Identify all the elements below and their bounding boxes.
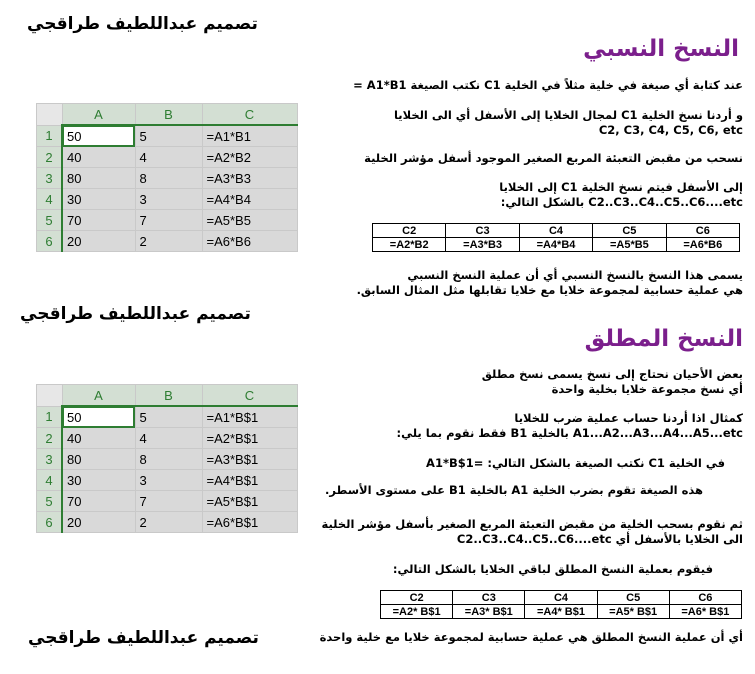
- formula-header-cell: C6: [669, 591, 741, 605]
- cell-a[interactable]: 30: [62, 189, 135, 210]
- excel-sheet-absolute: [36, 384, 298, 533]
- absolute-para-5-line-2: الى الخلايا بالأسفل أي C2..C3..C4..C5..C6....etc: [456, 532, 743, 546]
- absolute-para-2-line-2: A1...A2...A3...A4...A5...etc بالخلية B1 فقط نقوم بما يلي:: [396, 426, 743, 440]
- relative-para-3-line: نسحب من مقبض التعبئة المربع الصغير الموجود أسفل مؤشر الخلية: [364, 151, 743, 165]
- row-header[interactable]: 1: [37, 406, 63, 428]
- absolute-para-4: [313, 483, 743, 498]
- formula-table-header-row: [381, 591, 742, 605]
- formula-value-cell: =A5*B5: [593, 238, 666, 252]
- sheet-row: [37, 428, 298, 449]
- formula-table-value-row: [373, 238, 740, 252]
- row-header[interactable]: 3: [37, 168, 63, 189]
- absolute-para-7-line: أي أن عملية النسخ المطلق هي عملية حسابية لمجموعة خلايا مع خلية واحدة: [319, 630, 743, 644]
- author-credit-bottom: تصميم عبداللطيف طراقجي: [28, 628, 259, 648]
- sheet-row: [37, 470, 298, 491]
- cell-a[interactable]: 40: [62, 147, 135, 168]
- select-all-corner[interactable]: [37, 385, 63, 407]
- absolute-para-4-line: هذه الصيغة تقوم بضرب الخلية A1 بالخلية B1 على مستوى الأسطر.: [324, 483, 703, 497]
- cell-b[interactable]: 7: [135, 491, 202, 512]
- relative-para-2-line-1: و أردنا نسخ الخلية C1 لمجال الخلايا إلى الأسفل أي الى الخلايا: [393, 108, 743, 122]
- relative-para-4-line-1: إلى الأسفل فيتم نسخ الخلية C1 إلى الخلايا: [499, 180, 743, 194]
- row-header[interactable]: 6: [37, 231, 63, 252]
- cell-c[interactable]: =A5*B5: [202, 210, 297, 231]
- absolute-para-5: [313, 517, 743, 547]
- section-title-relative-copy: النسخ النسبي: [583, 36, 739, 62]
- absolute-para-6-line: فيقوم بعملية النسخ المطلق لباقي الخلايا بالشكل التالي:: [392, 562, 713, 576]
- absolute-para-5-line-1: ثم نقوم بسحب الخلية من مقبض التعبئة المربع الصغير بأسفل مؤشر الخلية: [321, 517, 743, 531]
- sheet-row: [37, 147, 298, 168]
- cell-c[interactable]: =A2*B$1: [202, 428, 297, 449]
- formula-header-cell: C6: [666, 224, 739, 238]
- cell-a[interactable]: 30: [62, 470, 135, 491]
- cell-b[interactable]: 2: [135, 231, 202, 252]
- formula-header-cell: C3: [453, 591, 525, 605]
- cell-b[interactable]: 4: [135, 428, 202, 449]
- cell-b[interactable]: 3: [135, 470, 202, 491]
- formula-value-cell: =A2* B$1: [381, 605, 453, 619]
- sheet-row: [37, 231, 298, 252]
- select-all-corner[interactable]: [37, 104, 63, 126]
- row-header[interactable]: 6: [37, 512, 63, 533]
- row-header[interactable]: 4: [37, 189, 63, 210]
- sheet-row: [37, 189, 298, 210]
- absolute-para-3-line: في الخلية C1 نكتب الصيغة بالشكل التالي: =A1*B$1: [426, 456, 725, 470]
- sheet-row: [37, 125, 298, 147]
- formula-header-cell: C4: [525, 591, 597, 605]
- excel-sheet-relative: [36, 103, 298, 252]
- sheet-row: [37, 491, 298, 512]
- formula-value-cell: =A4* B$1: [525, 605, 597, 619]
- cell-c[interactable]: =A3*B3: [202, 168, 297, 189]
- cell-a[interactable]: 80: [62, 449, 135, 470]
- column-header-a[interactable]: A: [62, 104, 135, 126]
- relative-para-1-line: عند كتابة أي صيغة في خلية مثلاً في الخلية C1 نكتب الصيغة A1*B1 =: [353, 78, 743, 92]
- cell-a[interactable]: 70: [62, 210, 135, 231]
- row-header[interactable]: 5: [37, 210, 63, 231]
- absolute-para-1-line-1: بعض الأحيان نحتاج إلى نسخ يسمى نسخ مطلق: [481, 367, 743, 381]
- formula-value-cell: =A2*B2: [373, 238, 446, 252]
- sheet-row: [37, 406, 298, 428]
- formula-value-cell: =A4*B4: [519, 238, 592, 252]
- sheet-row: [37, 210, 298, 231]
- author-credit-middle: تصميم عبداللطيف طراقجي: [20, 304, 251, 324]
- cell-c[interactable]: =A3*B$1: [202, 449, 297, 470]
- relative-para-5: [313, 268, 743, 298]
- formula-value-cell: =A6* B$1: [669, 605, 741, 619]
- formula-value-cell: =A6*B6: [666, 238, 739, 252]
- cell-b[interactable]: 7: [135, 210, 202, 231]
- formula-header-cell: C5: [597, 591, 669, 605]
- cell-b[interactable]: 4: [135, 147, 202, 168]
- relative-para-5-line-2: هي عملية حسابية لمجموعة خلايا مع خلايا تقابلها مثل المثال السابق.: [356, 283, 743, 297]
- formula-value-cell: =A3* B$1: [453, 605, 525, 619]
- absolute-para-6: [313, 562, 743, 577]
- absolute-para-7: [283, 630, 743, 645]
- section-title-absolute-copy: النسخ المطلق: [584, 326, 743, 352]
- row-header[interactable]: 1: [37, 125, 63, 147]
- cell-a1[interactable]: 50: [62, 125, 135, 147]
- row-header[interactable]: 2: [37, 428, 63, 449]
- cell-a1[interactable]: 50: [62, 406, 135, 428]
- row-header[interactable]: 5: [37, 491, 63, 512]
- relative-para-1: [313, 78, 743, 93]
- relative-para-4: [313, 180, 743, 210]
- column-header-b[interactable]: B: [135, 104, 202, 126]
- absolute-para-2-line-1: كمثال اذا أردنا حساب عملية ضرب للخلايا: [514, 411, 743, 425]
- relative-para-5-line-1: يسمى هذا النسخ بالنسخ النسبي أي أن عملية النسخ النسبي: [407, 268, 743, 282]
- column-header-b[interactable]: B: [135, 385, 202, 407]
- sheet-row: [37, 168, 298, 189]
- cell-c[interactable]: =A4*B$1: [202, 470, 297, 491]
- absolute-para-1-line-2: أي نسخ مجموعة خلايا بخلية واحدة: [551, 382, 743, 396]
- column-header-row: [37, 385, 298, 407]
- absolute-formula-table: [380, 590, 742, 619]
- relative-para-2-line-2: C2, C3, C4, C5, C6, etc: [598, 123, 743, 137]
- sheet-row: [37, 512, 298, 533]
- cell-a[interactable]: 70: [62, 491, 135, 512]
- cell-b[interactable]: 8: [135, 449, 202, 470]
- column-header-a[interactable]: A: [62, 385, 135, 407]
- cell-c[interactable]: =A5*B$1: [202, 491, 297, 512]
- absolute-para-3: [313, 456, 743, 471]
- cell-a[interactable]: 20: [62, 512, 135, 533]
- cell-a[interactable]: 40: [62, 428, 135, 449]
- formula-header-cell: C2: [373, 224, 446, 238]
- row-header[interactable]: 3: [37, 449, 63, 470]
- formula-header-cell: C5: [593, 224, 666, 238]
- cell-a[interactable]: 80: [62, 168, 135, 189]
- cell-c[interactable]: =A2*B2: [202, 147, 297, 168]
- relative-para-4-line-2: C2..C3..C4..C5..C6....etc بالشكل التالي:: [500, 195, 743, 209]
- formula-header-cell: C4: [519, 224, 592, 238]
- formula-table-header-row: [373, 224, 740, 238]
- formula-value-cell: =A5* B$1: [597, 605, 669, 619]
- relative-para-3: [313, 151, 743, 166]
- cell-c[interactable]: =A1*B1: [202, 125, 297, 147]
- cell-b[interactable]: 5: [135, 125, 202, 147]
- formula-value-cell: =A3*B3: [446, 238, 519, 252]
- column-header-c[interactable]: C: [202, 104, 297, 126]
- sheet-row: [37, 449, 298, 470]
- relative-para-2: [313, 108, 743, 138]
- relative-formula-table: [372, 223, 740, 252]
- absolute-para-2: [313, 411, 743, 441]
- formula-table-value-row: [381, 605, 742, 619]
- cell-b[interactable]: 5: [135, 406, 202, 428]
- column-header-c[interactable]: C: [202, 385, 297, 407]
- formula-header-cell: C3: [446, 224, 519, 238]
- cell-c[interactable]: =A4*B4: [202, 189, 297, 210]
- cell-b[interactable]: 3: [135, 189, 202, 210]
- row-header[interactable]: 4: [37, 470, 63, 491]
- row-header[interactable]: 2: [37, 147, 63, 168]
- formula-header-cell: C2: [381, 591, 453, 605]
- cell-a[interactable]: 20: [62, 231, 135, 252]
- cell-b[interactable]: 8: [135, 168, 202, 189]
- author-credit-top: تصميم عبداللطيف طراقجي: [27, 14, 258, 34]
- absolute-para-1: [313, 367, 743, 397]
- column-header-row: [37, 104, 298, 126]
- cell-b[interactable]: 2: [135, 512, 202, 533]
- cell-c[interactable]: =A6*B6: [202, 231, 297, 252]
- cell-c[interactable]: =A1*B$1: [202, 406, 297, 428]
- cell-c[interactable]: =A6*B$1: [202, 512, 297, 533]
